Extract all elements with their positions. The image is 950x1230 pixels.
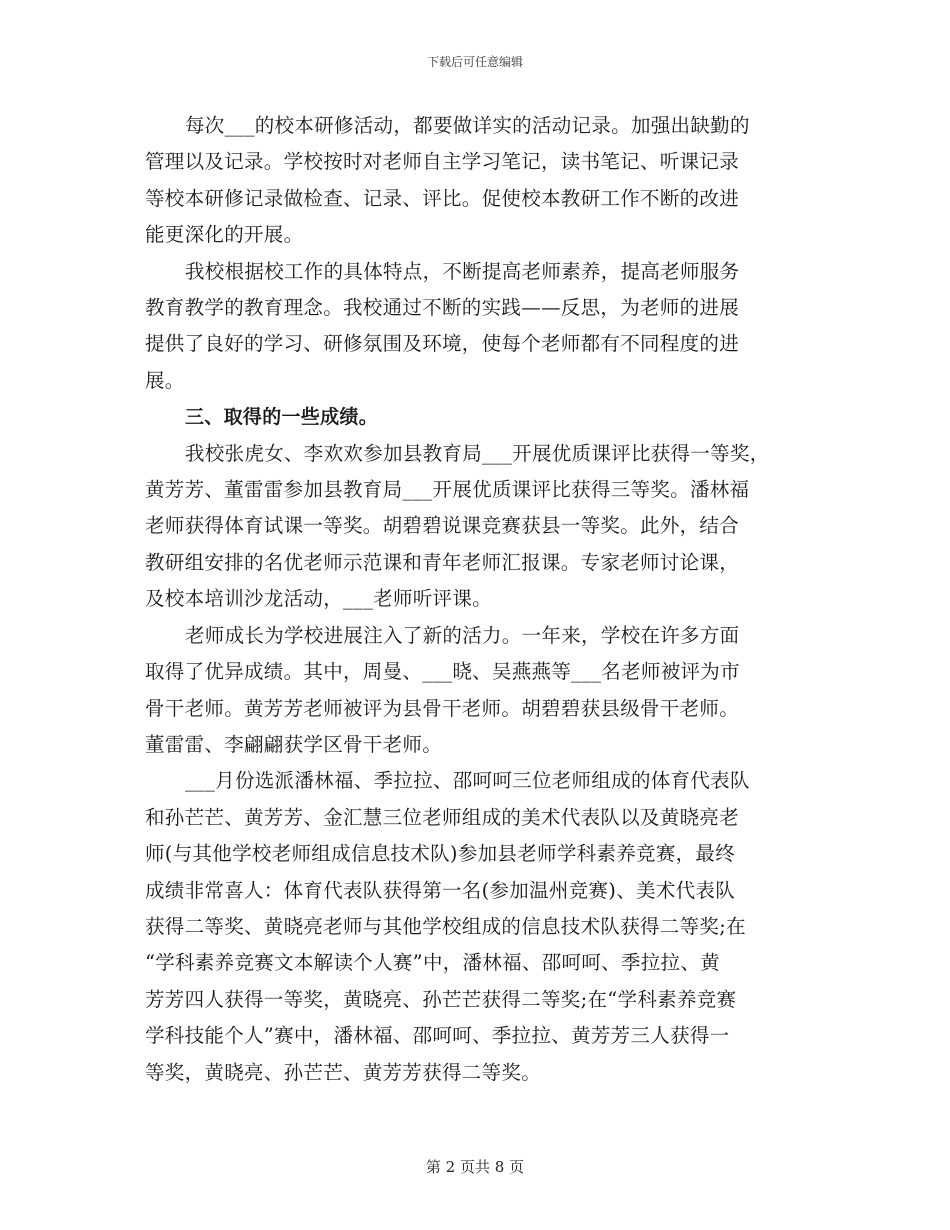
page-header: 下载后可任意编辑 <box>426 55 523 69</box>
text-line: 老师获得体育试课一等奖。胡碧碧说课竞赛获县一等奖。此外，结合 <box>145 514 740 538</box>
text-line: 展。 <box>145 368 185 392</box>
text-line: 教研组安排的名优老师示范课和青年老师汇报课。专家老师讨论课， <box>145 550 740 574</box>
text-line: 老师成长为学校进展注入了新的活力。一年来，学校在许多方面 <box>185 623 740 647</box>
text-line: 等校本研修记录做检查、记录、评比。促使校本教研工作不断的改进 <box>145 186 740 210</box>
text-line: 及校本培训沙龙活动，___老师听评课。 <box>145 587 492 611</box>
text-line: 每次___的校本研修活动，都要做详实的活动记录。加强出缺勤的 <box>185 114 750 137</box>
text-line: 成绩非常喜人：体育代表队获得第一名(参加温州竞赛)、美术代表队 <box>145 878 736 902</box>
document-body <box>145 108 805 1091</box>
page-footer: 第 2 页共 8 页 <box>425 1158 525 1176</box>
text-line: 管理以及记录。学校按时对老师自主学习笔记，读书笔记、听课记录 <box>145 150 740 174</box>
paragraph-teacher-quality <box>145 254 805 400</box>
text-line: 师(与其他学校老师组成信息技术队)参加县老师学科素养竞赛，最终 <box>145 842 736 866</box>
text-line: 黄芳芳、董雷雷参加县教育局___开展优质课评比获得三等奖。潘林福 <box>145 478 750 502</box>
text-line: 和孙芒芒、黄芳芳、金汇慧三位老师组成的美术代表队以及黄晓亮老 <box>145 805 740 829</box>
text-line: 获得二等奖、黄晓亮老师与其他学校组成的信息技术队获得二等奖;在 <box>145 914 746 938</box>
text-line: 我校张虎女、李欢欢参加县教育局___开展优质课评比获得一等奖， <box>185 441 770 465</box>
text-line: 我校根据校工作的具体特点，不断提高老师素养，提高老师服务 <box>185 259 740 283</box>
text-line: ___月份选派潘林福、季拉拉、邵呵呵三位老师组成的体育代表队 <box>185 769 750 793</box>
paragraph-awards <box>145 436 805 618</box>
text-line: 芳芳四人获得一等奖，黄晓亮、孙芒芒获得二等奖;在“学科素养竞赛 <box>145 987 737 1011</box>
text-line: 能更深化的开展。 <box>145 223 304 247</box>
text-line: 骨干老师。黄芳芳老师被评为县骨干老师。胡碧碧获县级骨干老师。 <box>145 696 740 720</box>
text-line: 教育教学的教育理念。我校通过不断的实践——反思，为老师的进展 <box>145 296 740 320</box>
text-line: 取得了优异成绩。其中，周曼、___晓、吴燕燕等___名老师被评为市 <box>145 660 740 684</box>
text-line: 等奖，黄晓亮、孙芒芒、黄芳芳获得二等奖。 <box>145 1060 542 1084</box>
paragraph-competition <box>145 763 805 1091</box>
text-line: 提供了良好的学习、研修氛围及环境，使每个老师都有不同程度的进 <box>145 332 740 356</box>
text-line: 学科技能个人”赛中，潘林福、邵呵呵、季拉拉、黄芳芳三人获得一 <box>145 1024 730 1048</box>
section-heading-text: 三、取得的一些成绩。 <box>185 406 379 429</box>
section-heading <box>145 399 805 435</box>
paragraph-teacher-growth <box>145 618 805 764</box>
text-line: “学科素养竞赛文本解读个人赛”中，潘林福、邵呵呵、季拉拉、黄 <box>145 951 720 975</box>
paragraph-records <box>145 108 805 254</box>
text-line: 董雷雷、李翩翩获学区骨干老师。 <box>145 732 443 756</box>
